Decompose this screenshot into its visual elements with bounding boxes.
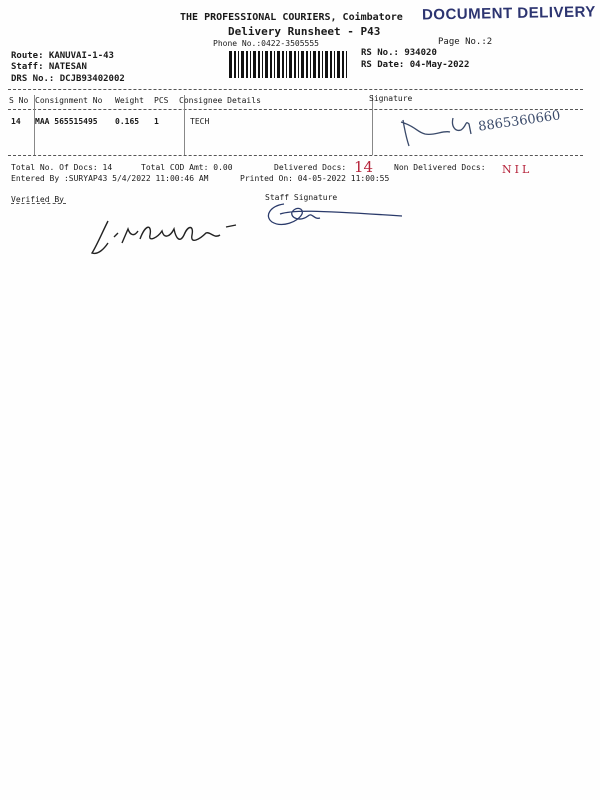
total-cod-amount: Total COD Amt: 0.00: [141, 163, 233, 172]
document-delivery-stamp: DOCUMENT DELIVERY: [421, 3, 596, 24]
row-consignee: TECH: [190, 117, 210, 126]
staff-label: Staff: NATESAN: [11, 62, 87, 72]
non-delivered-docs-label: Non Delivered Docs:: [394, 163, 486, 172]
delivered-docs-handwritten: 14: [354, 158, 374, 176]
company-name: THE PROFESSIONAL COURIERS, Coimbatore: [180, 12, 403, 23]
delivered-docs-label: Delivered Docs:: [274, 163, 347, 172]
row-weight: 0.165: [115, 117, 140, 126]
verified-by-underline: [11, 203, 66, 204]
staff-signature-label: Staff Signature: [265, 193, 338, 202]
barcode-bar: [282, 51, 284, 78]
total-docs: Total No. Of Docs: 14: [11, 163, 113, 172]
page-number: Page No.:2: [438, 37, 493, 47]
verifier-signature: [88, 203, 248, 261]
column-header-signature: Signature: [369, 94, 413, 103]
non-delivered-docs-handwritten: NIL: [502, 163, 533, 176]
drs-number: DRS No.: DCJB93402002: [11, 74, 125, 84]
barcode-bar: [301, 51, 304, 78]
barcode-bar: [250, 51, 251, 78]
barcode-bar: [270, 51, 272, 78]
receiver-signature: [395, 112, 485, 152]
barcode-bar: [246, 51, 248, 78]
table-header-rule: [8, 109, 583, 110]
barcode-bar: [238, 51, 239, 78]
barcode-bar: [258, 51, 260, 78]
barcode-bar: [325, 51, 328, 78]
barcode-bar: [310, 51, 311, 78]
phone-number: Phone No.:0422-3505555: [213, 39, 319, 48]
barcode-bar: [289, 51, 292, 78]
barcode-bar: [262, 51, 263, 78]
barcode-bar: [334, 51, 335, 78]
route-label: Route: KANUVAI-1-43: [11, 51, 114, 61]
entered-by: Entered By :SURYAP43 5/4/2022 11:00:46 AM: [11, 174, 209, 183]
column-header-consignment: Consignment No: [35, 96, 103, 105]
barcode-bar: [265, 51, 268, 78]
barcode-bar: [274, 51, 275, 78]
row-sno: 14: [11, 117, 21, 126]
barcode-bar: [313, 51, 316, 78]
row-pcs: 1: [154, 117, 159, 126]
row-consignment-number: MAA 565515495: [35, 117, 98, 126]
barcode-bar: [253, 51, 256, 78]
barcode-bar: [234, 51, 236, 78]
barcode-bar: [306, 51, 308, 78]
barcode: [229, 51, 351, 78]
barcode-bar: [318, 51, 320, 78]
table-top-rule: [8, 89, 583, 90]
barcode-bar: [337, 51, 340, 78]
barcode-bar: [277, 51, 280, 78]
column-header-consignee: Consignee Details: [179, 96, 261, 105]
barcode-bar: [298, 51, 299, 78]
receiver-phone-handwritten: 8865360660: [477, 108, 562, 135]
verified-by-label: Verified By: [11, 195, 64, 204]
barcode-bar: [286, 51, 287, 78]
barcode-bar: [229, 51, 232, 78]
table-bottom-rule: [8, 155, 583, 156]
barcode-bar: [330, 51, 332, 78]
rs-number: RS No.: 934020: [361, 48, 437, 58]
runsheet-title: Delivery Runsheet - P43: [228, 25, 381, 38]
barcode-bar: [322, 51, 323, 78]
barcode-bar: [294, 51, 296, 78]
column-header-pcs: PCS: [154, 96, 169, 105]
rs-date: RS Date: 04-May-2022: [361, 60, 470, 70]
barcode-bar: [241, 51, 244, 78]
printed-on: Printed On: 04-05-2022 11:00:55: [240, 174, 390, 183]
staff-signature: [262, 200, 407, 230]
barcode-bar: [346, 51, 347, 78]
barcode-bar: [342, 51, 344, 78]
column-header-sno: S No: [9, 96, 29, 105]
column-divider: [372, 95, 373, 155]
column-header-weight: Weight: [115, 96, 144, 105]
